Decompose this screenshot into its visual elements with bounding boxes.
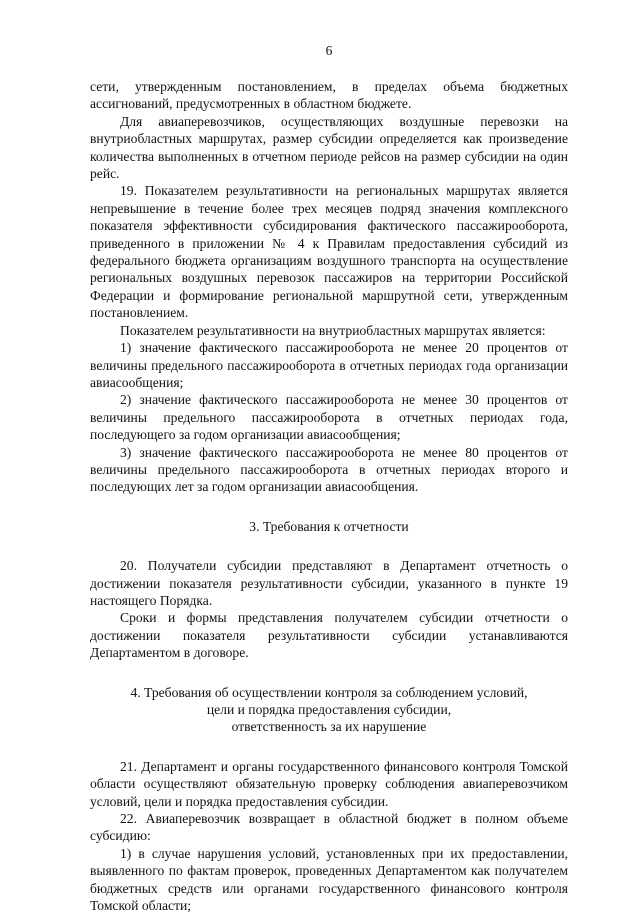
section-3-heading-block <box>90 518 568 535</box>
paragraph-continuation: сети, утвержденным постановлением, в пределах объема бюджетных ассигнований, предусмотренных в областном бюджете. <box>90 79 568 112</box>
list-item-3-indicator: 3) значение фактического пассажирооборота не менее 80 процентов от величины предельного пассажирооборота в отчетных периодах второго и последующих лет за годом организации авиасообщения. <box>90 444 568 495</box>
section-4-heading-line-2: цели и порядка предоставления субсидии, <box>206 702 452 717</box>
list-item-refund-1: 1) в случае нарушения условий, установленных при их предоставлении, выявленного по фактам проверок, проведенных Департаментом как получателем бюджетных средств или органами государственного финансового контроля Томской области; <box>90 845 568 914</box>
paragraph-reporting-terms: Сроки и формы представления получателем субсидии отчетности о достижении показателя результативности субсидии устанавливаются Департаментом в договоре. <box>90 610 568 661</box>
paragraph-19-regional-indicator: 19. Показателем результативности на региональных маршрутах является непревышение в течение более трех месяцев подряд значения комплексного показателя эффективности субсидирования фактического пассажирооборота, приведенного в приложении № 4 к Правилам предоставления субсидий из федерального бюджета организациям воздушного транспорта на осуществление региональных воздушных перевозок пассажиров на территории Российской Федерации и формирование региональной маршрутной сети, утвержденным постановлением. <box>90 183 568 321</box>
paragraph-20-reporting: 20. Получатели субсидии представляют в Департамент отчетность о достижении показателя результативности субсидии, указанного в пункте 19 настоящего Порядка. <box>90 558 568 608</box>
section-4-heading-block <box>90 684 568 736</box>
list-item-1-indicator: 1) значение фактического пассажирооборота не менее 20 процентов от величины предельного пассажирооборота в отчетных периодах года организации авиасообщения; <box>90 340 568 390</box>
section-3-heading: 3. Требования к отчетности <box>249 518 409 534</box>
page-number: 6 <box>325 43 333 58</box>
paragraph-internal-indicator-intro: Показателем результативности на внутриобластных маршрутах является: <box>120 322 546 338</box>
paragraph-21-control: 21. Департамент и органы государственного финансового контроля Томской области осуществляют обязательную проверку соблюдения авиаперевозчиком условий, цели и порядка предоставления субсидии. <box>90 758 568 809</box>
paragraph-internal-routes-subsidy: Для авиаперевозчиков, осуществляющих воздушные перевозки на внутриобластных маршрутах, размер субсидии определяется как произведение количества выполненных в отчетном периоде рейсов на размер субсидии на один рейс. <box>90 113 568 182</box>
paragraph-22-refund: 22. Авиаперевозчик возвращает в областной бюджет в полном объеме субсидию: <box>90 811 568 844</box>
section-4-heading-line-1: 4. Требования об осуществлении контроля за соблюдением условий, <box>130 684 528 700</box>
list-item-2-indicator: 2) значение фактического пассажирооборота не менее 30 процентов от величины предельного пассажирооборота в отчетных периодах года, последующего за годом организации авиасообщения; <box>90 392 568 443</box>
section-4-heading-line-3: ответственность за их нарушение <box>231 719 427 735</box>
